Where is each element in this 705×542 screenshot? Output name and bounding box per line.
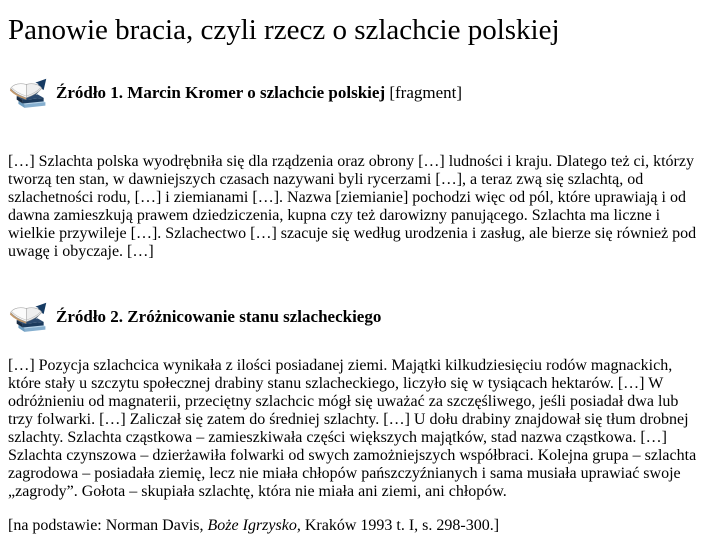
source-1-body: […] Szlachta polska wyodrębniła się dla rządzenia oraz obrony […] ludności i kraju. Dlatego też ci, którzy tworzą ten stan, w dawniejszych czasach nazywani byli rycerzami […], a teraz zwą się szlachtą, od szlachetności rodu, […] i ziemianami […]. Nazwa [ziemianie] pochodzi więc od pól, które uprawiają i od dawna zamieszkują prawem dziedziczenia, kupna czy też darowizny panującego. Szlachta ma liczne i wielkie przywileje […]. Szlachectwo […] szacuje się według urodzenia i zasług, ale bierze się również pod uwagę i obyczaje. […]	[8, 153, 697, 261]
source-1-title-bold: Źródło 1. Marcin Kromer o szlachcie polskiej	[56, 83, 386, 102]
citation-suffix: , Kraków 1993 t. I, s. 298-300.]	[296, 517, 500, 535]
source-1-heading	[8, 73, 697, 113]
citation	[8, 517, 697, 535]
page-title: Panowie bracia, czyli rzecz o szlachcie polskiej	[8, 14, 560, 46]
source-2-heading	[8, 297, 697, 337]
source-2-body: […] Pozycja szlachcica wynikała z ilości posiadanej ziemi. Majątki kilkudziesięciu rodów magnackich, które stały u szczytu społecznej drabiny stanu szlacheckiego, liczyło się w tysiącach hektarów. […] W odróżnieniu od magnaterii, przeciętny szlachcic mógł się uważać za szczęśliwego, jeśli posiadał dwa lub trzy folwarki. […] Zaliczał się zatem do średniej szlachty. […] U dołu drabiny znajdował się tłum drobnej szlachty. Szlachta cząstkowa – zamieszkiwała części większych majątków, stad nazwa cząstkowa. […] Szlachta czynszowa – dzierżawiła folwarki od swych zamożniejszych współbraci. Kolejna grupa – szlachta zagrodowa – posiadała ziemię, lecz nie miała chłopów pańszczyźnianych i sama musiała uprawiać swoje „zagrody”. Gołota – skupiała szlachtę, która nie miała ani ziemi, ani chłopów.	[8, 357, 697, 501]
source-1-title	[56, 84, 462, 103]
source-2-title	[56, 308, 381, 327]
books-icon	[8, 299, 48, 336]
citation-prefix: [na podstawie: Norman Davis,	[8, 517, 208, 535]
books-icon	[8, 75, 48, 112]
source-2-title-bold: Źródło 2. Zróżnicowanie stanu szlacheckiego	[56, 307, 382, 326]
source-1-title-suffix: [fragment]	[385, 83, 463, 102]
citation-work-title: Boże Igrzysko	[207, 517, 297, 535]
